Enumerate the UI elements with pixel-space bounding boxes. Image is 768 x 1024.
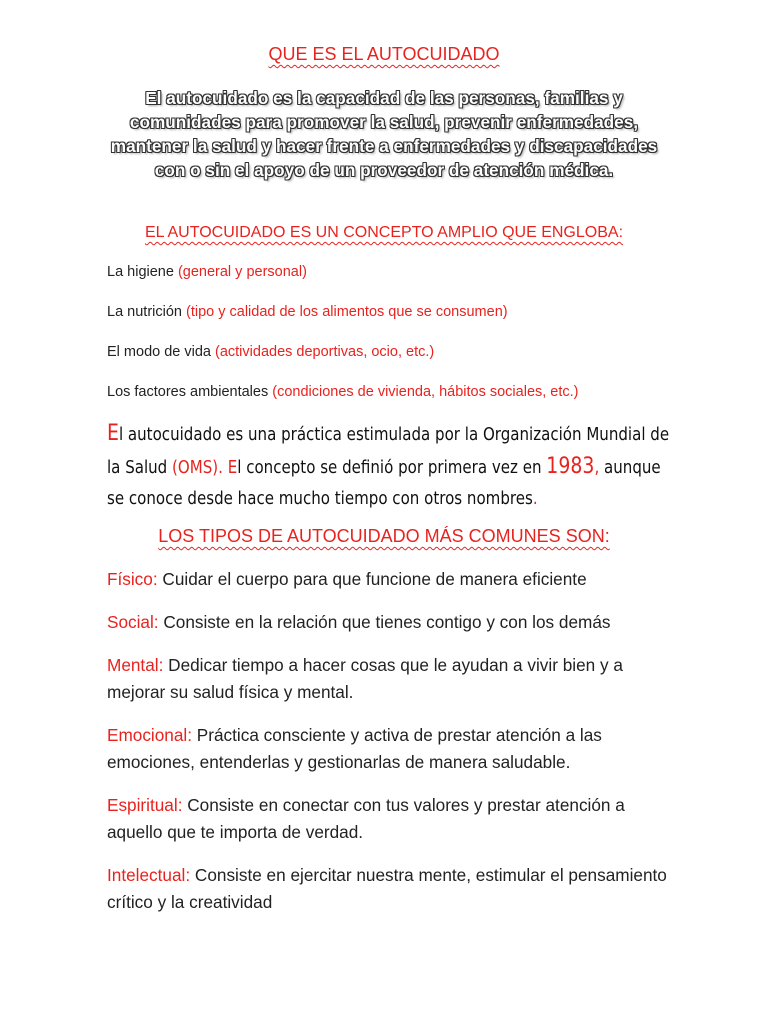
type-description: Dedicar tiempo a hacer cosas que le ayudan a vivir bien y a mejorar su salud física y mental. [107, 655, 623, 702]
scope-item-environment [107, 382, 707, 422]
type-item-intellectual [107, 862, 667, 916]
page-title: QUE ES EL AUTOCUIDADO [268, 44, 500, 64]
type-description: Consiste en ejercitar nuestra mente, estimular el pensamiento crítico y la creatividad [107, 865, 667, 912]
type-label: Emocional: [107, 725, 193, 745]
year-comma: , [594, 458, 600, 478]
scope-item-nutrition [107, 302, 707, 342]
type-description: Cuidar el cuerpo para que funcione de manera eficiente [157, 569, 587, 589]
scope-item-detail: (condiciones de vivienda, hábitos sociales, etc.) [272, 384, 579, 400]
scope-heading: EL AUTOCUIDADO ES UN CONCEPTO AMPLIO QUE ENGLOBA: [144, 224, 624, 241]
oms-text-part2: l concepto se definió por primera vez en [237, 458, 547, 478]
type-description: Consiste en la relación que tienes contigo y con los demás [158, 612, 611, 632]
oms-text-part3: aunque se conoce desde hace mucho tiempo con otros nombres [107, 458, 661, 509]
scope-item-hygiene [107, 262, 707, 302]
scope-item-label: La higiene [107, 264, 174, 280]
type-label: Mental: [107, 655, 164, 675]
definition-paragraph: El autocuidado es la capacidad de las personas, familias y comunidades para promover la salud, prevenir enfermedades, mantener la salud y hacer frente a enfermedades y discapacidades con o sin el apoyo de un proveedor de atención médica. [110, 88, 658, 180]
scope-item-detail: (actividades deportivas, ocio, etc.) [215, 344, 435, 360]
oms-period: . [532, 489, 538, 509]
type-label: Espiritual: [107, 795, 183, 815]
oms-abbrev: (OMS). E [172, 458, 238, 478]
type-label: Social: [107, 612, 159, 632]
scope-item-label: La nutrición [107, 304, 182, 320]
type-item-spiritual [107, 792, 667, 846]
types-heading: LOS TIPOS DE AUTOCUIDADO MÁS COMUNES SON: [158, 526, 610, 546]
scope-item-detail: (tipo y calidad de los alimentos que se consumen) [186, 304, 508, 320]
oms-paragraph [107, 418, 675, 515]
type-description: Práctica consciente y activa de prestar atención a las emociones, entenderlas y gestionarlas de manera saludable. [107, 725, 602, 772]
scope-item-lifestyle [107, 342, 707, 382]
oms-text-part1: l autocuidado es una práctica estimulada por la Organización Mundial de la Salud [107, 425, 670, 478]
year-highlight: 1983 [546, 454, 595, 479]
type-item-social [107, 609, 667, 636]
scope-item-label: Los factores ambientales [107, 384, 269, 400]
type-label: Físico: [107, 569, 158, 589]
drop-cap: E [107, 421, 119, 446]
scope-item-detail: (general y personal) [177, 264, 307, 280]
scope-list [107, 262, 707, 422]
type-item-emotional [107, 722, 667, 776]
type-item-mental [107, 652, 667, 706]
type-item-physical [107, 566, 667, 593]
type-label: Intelectual: [107, 865, 191, 885]
type-description: Consiste en conectar con tus valores y prestar atención a aquello que te importa de verdad. [107, 795, 625, 842]
types-list [107, 566, 667, 932]
scope-item-label: El modo de vida [107, 344, 211, 360]
